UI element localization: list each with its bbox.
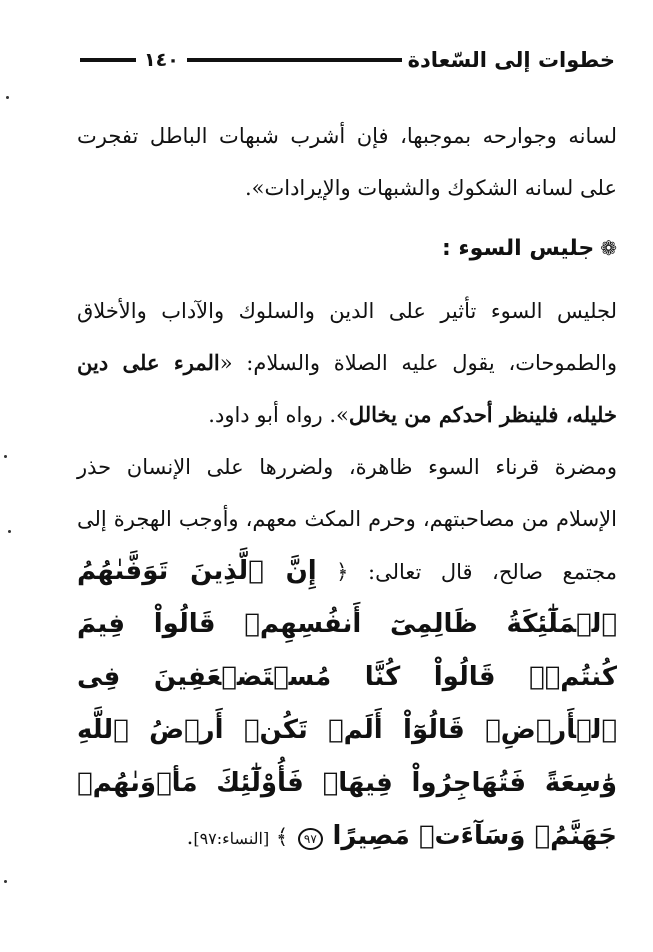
paragraph-2-attribution: ». رواه أبو داود. — [208, 403, 349, 427]
paragraph-1: لسانه وجوارحه بموجبها، فإن أشرب شبهات الباطل تفجرت على لسانه الشكوك والشبهات والإيرادات». — [77, 124, 617, 200]
page-header — [80, 40, 615, 80]
margin-speck — [4, 455, 7, 458]
section-heading-text: جليس السوء : — [441, 236, 595, 261]
page-number: ١٤٠ — [144, 49, 179, 71]
header-rule-short — [80, 58, 136, 62]
margin-speck — [4, 880, 7, 883]
margin-speck — [6, 96, 9, 99]
header-rule-long — [187, 58, 402, 62]
flower-ornament-icon: ❁ — [600, 236, 617, 260]
paragraph-2-intro: لجليس السوء تأثير على الدين والسلوك والآداب والأخلاق والطموحات، يقول عليه الصلاة والسلام: « — [77, 299, 618, 375]
quran-verse: إِنَّ ٱلَّذِينَ تَوَفَّىٰهُمُ ٱلۡمَلَٰٓئِكَةُ ظَالِمِىٓ أَنفُسِهِمۡ قَالُواْ فِيمَ كُنتُمۡۖ قَالُواْ كُنَّا مُسۡتَضۡعَفِينَ فِى ٱلۡأَرۡضِۚ قَالُوٓاْ أَلَمۡ تَكُنۡ أَرۡضُ ٱللَّهِ وَٰسِعَةً فَتُهَاجِرُواْ فِيهَاۚ فَأُوْلَٰٓئِكَ مَأۡوَىٰهُمۡ جَهَنَّمُۖ وَسَآءَتۡ مَصِيرًا — [77, 556, 617, 851]
final-period: . — [186, 825, 194, 849]
quran-close-bracket: ﴾ — [269, 825, 295, 849]
ayah-number-badge: ٩٧ — [298, 828, 323, 850]
paragraph-3 — [77, 441, 617, 865]
hadith-quote: المرء على دين خليله، فلينظر أحدكم من يخالل — [77, 350, 617, 427]
page-body — [77, 110, 617, 865]
margin-speck — [8, 530, 11, 533]
section-heading — [77, 222, 617, 275]
verse-reference: [النساء:٩٧] — [193, 829, 270, 848]
paragraph-2 — [77, 285, 617, 441]
running-title: خطوات إلى السّعادة — [407, 48, 615, 72]
paragraph-3-intro: ومضرة قرناء السوء ظاهرة، ولضررها على الإنسان حذر الإسلام من مصاحبتهم، وحرم المكث معهم، وأوجب الهجرة إلى مجتمع صالح، قال تعالى: ﴿ — [77, 455, 617, 584]
